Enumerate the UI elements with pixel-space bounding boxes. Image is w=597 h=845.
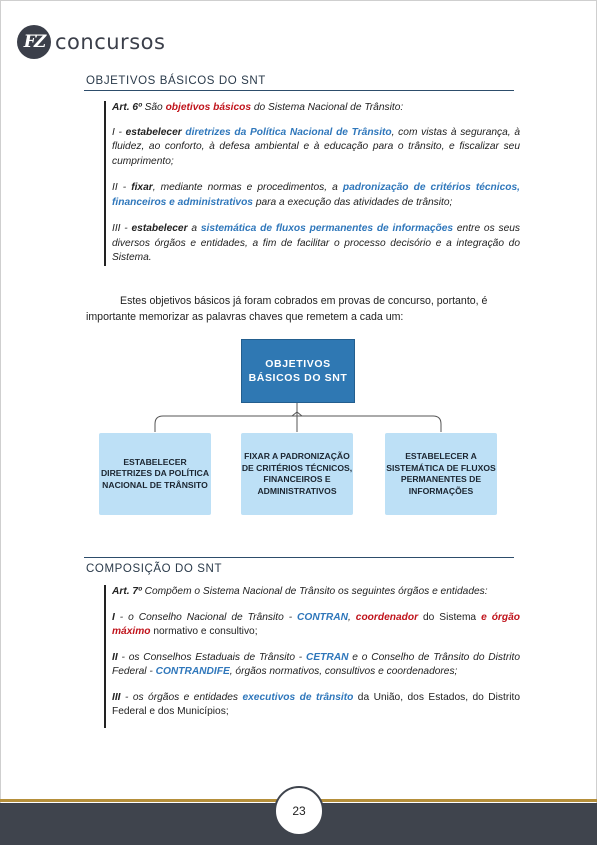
art7-item-3 xyxy=(112,691,520,728)
art7-text: Compõem o Sistema Nacional de Trânsito os seguintes órgãos e entidades: xyxy=(141,586,488,597)
intro-paragraph xyxy=(86,293,512,325)
art7-item-2 xyxy=(112,651,520,680)
item-key: sistemática de fluxos permanentes de informações xyxy=(200,223,454,234)
logo-mark-icon: FZ xyxy=(17,25,51,59)
diagram-child-padronizacao: FIXAR A PADRONIZAÇÃO DE CRITÉRIOS TÉCNICOS, FINANCEIROS E ADMINISTRATIVOS xyxy=(241,433,353,515)
item-key: executivos de trânsito xyxy=(242,691,354,703)
art6-text2: do Sistema Nacional de Trânsito: xyxy=(251,102,404,113)
art7-caput xyxy=(112,585,520,600)
item-key: CONTRANDIFE xyxy=(155,666,230,677)
item-text: , órgãos normativos, consultivos e coordenadores; xyxy=(229,666,458,677)
item-text: - os Conselhos Estaduais de Trânsito - xyxy=(117,651,307,663)
item-mid: , mediante normas e procedimentos, a xyxy=(152,182,343,193)
art6-item-1 xyxy=(112,126,520,170)
diagram-main-box: OBJETIVOS BÁSICOS DO SNT xyxy=(241,339,355,403)
item-rest: para a execução das atividades de trânsito; xyxy=(252,196,453,208)
item-mid: a xyxy=(187,223,201,234)
art7-label: Art. 7º xyxy=(112,586,142,597)
logo-text: concursos xyxy=(55,30,166,54)
item-highlight: e órgão máximo xyxy=(112,611,521,637)
item-rest: , com vistas à segurança, à fluidez, ao conforto, à defesa ambiental e à educação para o trânsito, e fiscalizar seu cumprimento; xyxy=(112,126,520,167)
item-verb: fixar xyxy=(131,182,153,193)
item-key: CETRAN xyxy=(306,651,349,663)
art6-label: Art. 6º xyxy=(112,102,142,113)
item-text: normativo e consultivo; xyxy=(150,626,258,637)
item-verb: estabelecer xyxy=(125,126,182,138)
art6-highlight: objetivos básicos xyxy=(165,102,252,113)
item-key: diretrizes da Política Nacional de Trânsito xyxy=(185,126,392,138)
diagram-child-fluxos: ESTABELECER A SISTEMÁTICA DE FLUXOS PERMANENTES DE INFORMAÇÕES xyxy=(385,433,497,515)
section-title-composicao: COMPOSIÇÃO DO SNT xyxy=(86,563,223,575)
item-key: padronização de critérios técnicos, financeiros e administrativos xyxy=(112,182,520,208)
page-number: 23 xyxy=(292,804,306,818)
art6-text1: São xyxy=(141,102,166,113)
section-rule xyxy=(84,557,514,558)
law-block-art7 xyxy=(104,585,520,728)
item-text: e o Conselho de Trânsito do Distrito Federal - xyxy=(112,651,520,677)
diagram-child-diretrizes: ESTABELECER DIRETRIZES DA POLÍTICA NACIONAL DE TRÂNSITO xyxy=(99,433,211,515)
section-title-objetivos: OBJETIVOS BÁSICOS DO SNT xyxy=(86,75,266,87)
art6-item-2 xyxy=(112,181,520,210)
brand-logo xyxy=(17,24,165,60)
item-roman: I - xyxy=(112,126,126,138)
item-text: da União, dos Estados, do Distrito Federal e dos Municípios; xyxy=(112,691,521,717)
item-roman: II - xyxy=(112,182,132,193)
intro-paragraph-text: Estes objetivos básicos já foram cobrados em provas de concurso, portanto, é importante memorizar as palavras chaves que remetem a cada um: xyxy=(86,295,488,323)
section-rule xyxy=(84,90,514,91)
item-roman: I xyxy=(112,611,115,623)
item-roman: III xyxy=(112,691,121,703)
art7-item-1 xyxy=(112,611,520,640)
item-text: - o Conselho Nacional de Trânsito - xyxy=(114,611,298,623)
art6-item-3 xyxy=(112,222,520,266)
item-key: CONTRAN xyxy=(297,611,348,623)
item-verb: estabelecer xyxy=(131,223,188,234)
art6-caput xyxy=(112,101,520,116)
item-roman: III - xyxy=(112,223,132,234)
item-text: , xyxy=(347,611,356,623)
item-highlight: coordenador xyxy=(355,611,419,623)
item-rest: entre os seus diversos órgãos e entidades, a fim de facilitar o processo decisório e a integração do Sistema. xyxy=(112,223,520,263)
item-text: do Sistema xyxy=(418,611,482,623)
law-block-art6 xyxy=(104,101,520,266)
page-number-badge xyxy=(274,786,324,836)
item-text: - os órgãos e entidades xyxy=(120,691,243,703)
item-roman: II xyxy=(112,651,118,663)
